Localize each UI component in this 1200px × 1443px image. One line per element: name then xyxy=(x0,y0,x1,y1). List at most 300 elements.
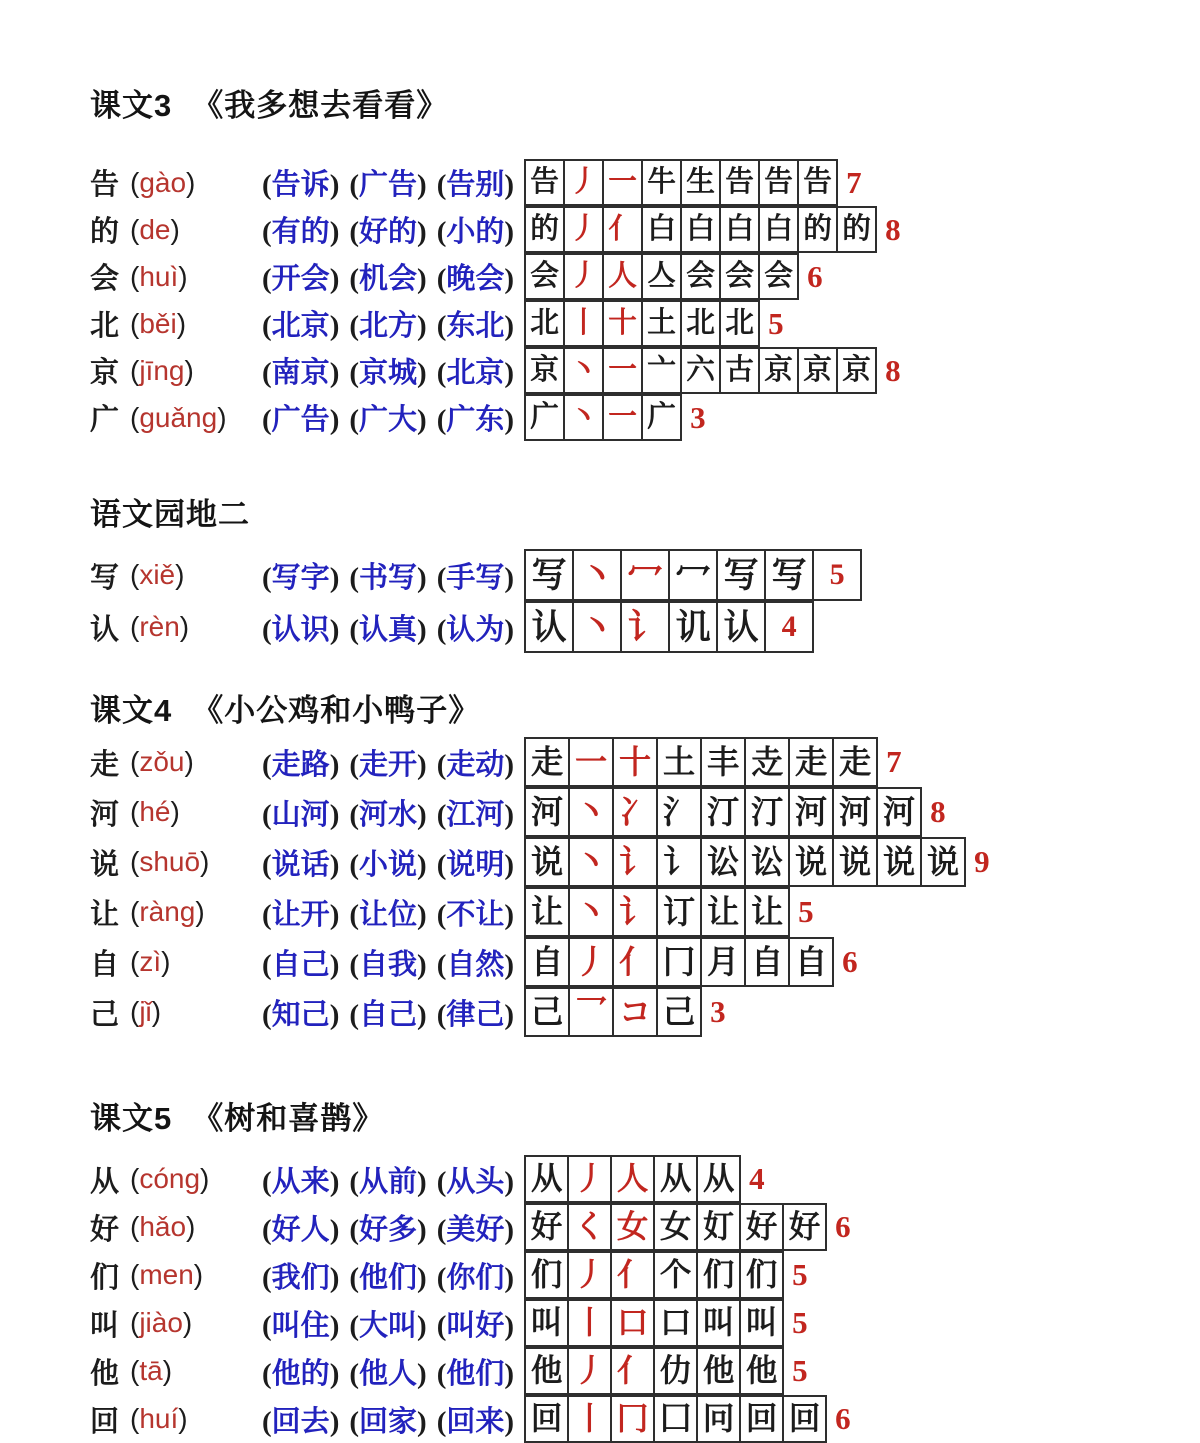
entry-word: (从前) xyxy=(349,1165,427,1198)
entry-word: (走动) xyxy=(436,748,515,781)
entry-character: 己 xyxy=(90,998,120,1031)
entry-pinyin: (huí) xyxy=(130,1403,188,1434)
entry-word: (机会) xyxy=(349,263,427,295)
entry-pinyin-text: tā xyxy=(139,1355,163,1386)
stroke-cell: 女 xyxy=(653,1203,698,1251)
entry-word-text: 书写 xyxy=(359,561,418,594)
stroke-cell: 丿 xyxy=(563,159,604,206)
entry-pinyin: (men) xyxy=(130,1259,204,1290)
stroke-cell: 赱 xyxy=(744,737,790,787)
entry-text xyxy=(90,1395,524,1443)
entry-character: 河 xyxy=(90,798,120,831)
stroke-cell: 口 xyxy=(610,1299,655,1347)
stroke-cell: 六 xyxy=(680,347,721,394)
entry-word-text: 说话 xyxy=(271,848,330,881)
stroke-cell: 丿 xyxy=(568,937,614,987)
entry-pinyin: (tā) xyxy=(130,1355,173,1386)
stroke-cell: 走 xyxy=(832,737,878,787)
entry-row xyxy=(90,837,1200,887)
entry-pinyin: (de) xyxy=(130,213,180,245)
entry-row xyxy=(90,159,1200,206)
entry-word-text: 有的 xyxy=(271,216,330,248)
entry-word: (晚会) xyxy=(436,263,515,295)
entry-word-text: 回家 xyxy=(359,1405,418,1438)
stroke-cell: 叫 xyxy=(696,1299,741,1347)
entry-word: (说话) xyxy=(262,848,340,881)
section-title xyxy=(90,497,1200,533)
entry-word: (手写) xyxy=(436,561,515,594)
stroke-count: 8 xyxy=(930,794,946,829)
stroke-cell: 讠 xyxy=(620,601,670,653)
entry-word: (叫住) xyxy=(262,1309,340,1342)
stroke-cell: 丰 xyxy=(700,737,746,787)
stroke-cell: 丶 xyxy=(572,601,622,653)
stroke-cell: 们 xyxy=(739,1251,784,1299)
entry-word: (自然) xyxy=(436,948,515,981)
stroke-cell: 他 xyxy=(696,1347,741,1395)
entry-row xyxy=(90,206,1200,253)
stroke-cell: 白 xyxy=(680,206,721,253)
entry-pinyin-text: cóng xyxy=(139,1163,201,1194)
entry-pinyin-text: zì xyxy=(139,946,162,977)
entry-word-text: 从来 xyxy=(271,1165,330,1198)
stroke-cell: 氵 xyxy=(656,787,702,837)
stroke-order-table xyxy=(524,887,814,937)
entry-pinyin-text: jīng xyxy=(139,354,185,386)
stroke-cell: 北 xyxy=(719,300,760,347)
stroke-cell: 回 xyxy=(739,1395,784,1443)
entry-word-text: 回来 xyxy=(446,1405,505,1438)
stroke-cell: 白 xyxy=(758,206,799,253)
stroke-order-table xyxy=(524,987,726,1037)
entry-word: (京城) xyxy=(349,357,427,389)
entry-word-text: 大叫 xyxy=(359,1309,418,1342)
stroke-cell-character: 写 xyxy=(524,549,574,601)
stroke-cell: 十 xyxy=(612,737,658,787)
entry-word-text: 写字 xyxy=(271,561,330,594)
entry-pinyin-text: ràng xyxy=(139,896,196,927)
section-rows xyxy=(90,737,1200,1037)
stroke-cell: 讼 xyxy=(700,837,746,887)
entry-pinyin-text: jiào xyxy=(139,1307,183,1338)
entry-word-text: 好多 xyxy=(359,1213,418,1246)
stroke-cell: 丿 xyxy=(563,253,604,300)
stroke-cell: 告 xyxy=(719,159,760,206)
stroke-cell: 讼 xyxy=(744,837,790,887)
entry-word-text: 广大 xyxy=(359,404,418,436)
stroke-cell: 丿 xyxy=(567,1155,612,1203)
stroke-cell-character: 说 xyxy=(524,837,570,887)
entry-word: (认真) xyxy=(349,613,427,646)
stroke-cell: 女 xyxy=(610,1203,655,1251)
stroke-cell: 们 xyxy=(696,1251,741,1299)
entry-word: (回去) xyxy=(262,1405,340,1438)
stroke-cell: 京 xyxy=(836,347,877,394)
entry-word: (北京) xyxy=(436,357,515,389)
entry-word-text: 告诉 xyxy=(271,169,330,201)
entry-character: 广 xyxy=(90,404,120,436)
entry-text xyxy=(90,1155,524,1203)
entry-word-text: 我们 xyxy=(271,1261,330,1294)
entry-word: (从头) xyxy=(436,1165,515,1198)
entry-word-text: 认真 xyxy=(359,613,418,646)
stroke-cell: 说 xyxy=(832,837,878,887)
stroke-cell: 从 xyxy=(696,1155,741,1203)
entry-row xyxy=(90,737,1200,787)
stroke-cell: 人 xyxy=(602,253,643,300)
entry-row xyxy=(90,1155,1200,1203)
stroke-cell-character: 自 xyxy=(524,937,570,987)
entry-word-text: 律己 xyxy=(446,998,505,1031)
stroke-cell: 丿 xyxy=(567,1347,612,1395)
entry-pinyin: (jǐ) xyxy=(130,996,162,1027)
stroke-cell: 牛 xyxy=(641,159,682,206)
entry-word: (好的) xyxy=(349,216,427,248)
stroke-cell-character: 的 xyxy=(524,206,565,253)
entry-text xyxy=(90,206,524,253)
entry-row xyxy=(90,787,1200,837)
stroke-cell-character: 北 xyxy=(524,300,565,347)
entry-word-text: 你们 xyxy=(446,1261,505,1294)
stroke-count: 6 xyxy=(842,944,858,979)
stroke-cell-character: 们 xyxy=(524,1251,569,1299)
stroke-cell: 好 xyxy=(782,1203,827,1251)
entry-word: (有的) xyxy=(262,216,340,248)
entry-word-text: 他人 xyxy=(359,1357,418,1390)
stroke-cell: 自 xyxy=(744,937,790,987)
entry-word-text: 晚会 xyxy=(446,263,505,295)
entry-word: (认为) xyxy=(436,613,515,646)
entry-row xyxy=(90,549,1200,601)
section-title-book: 《小公鸡和小鸭子》 xyxy=(192,693,481,728)
entry-row xyxy=(90,1299,1200,1347)
entry-text xyxy=(90,300,524,347)
stroke-order-table xyxy=(524,1251,808,1299)
stroke-cell: 会 xyxy=(719,253,760,300)
stroke-cell: 回 xyxy=(782,1395,827,1443)
stroke-cell: 丨 xyxy=(563,300,604,347)
stroke-cell: 冂 xyxy=(656,937,702,987)
entry-word: (写字) xyxy=(262,561,340,594)
stroke-count: 5 xyxy=(768,305,784,341)
stroke-cell: 叫 xyxy=(739,1299,784,1347)
stroke-count: 6 xyxy=(835,1401,851,1436)
stroke-cell: 说 xyxy=(920,837,966,887)
entry-pinyin: (hé) xyxy=(130,796,180,827)
stroke-cell: 一 xyxy=(568,737,614,787)
stroke-cell-character: 让 xyxy=(524,887,570,937)
entry-text xyxy=(90,987,524,1037)
stroke-cell: 他 xyxy=(739,1347,784,1395)
entry-word: (小说) xyxy=(349,848,427,881)
stroke-cell: 说 xyxy=(876,837,922,887)
entry-pinyin-text: huì xyxy=(139,260,179,292)
entry-character: 走 xyxy=(90,748,120,781)
stroke-cell: 仂 xyxy=(653,1347,698,1395)
entry-word-text: 北京 xyxy=(446,357,505,389)
stroke-count: 3 xyxy=(710,994,726,1029)
stroke-cell-character: 告 xyxy=(524,159,565,206)
stroke-cell-character: 河 xyxy=(524,787,570,837)
entry-pinyin: (xiě) xyxy=(130,559,185,590)
section-title xyxy=(90,88,1200,124)
stroke-cell: 京 xyxy=(758,347,799,394)
entry-word-text: 小的 xyxy=(446,216,505,248)
entry-word: (北方) xyxy=(349,310,427,342)
entry-row xyxy=(90,987,1200,1037)
stroke-cell: 说 xyxy=(788,837,834,887)
entry-character: 会 xyxy=(90,263,120,295)
stroke-order-table xyxy=(524,394,706,441)
stroke-cell: 汀 xyxy=(744,787,790,837)
entry-pinyin-text: gào xyxy=(139,166,187,198)
entry-word-text: 告别 xyxy=(446,169,505,201)
stroke-order-table xyxy=(524,937,858,987)
stroke-cell: 写 xyxy=(716,549,766,601)
entry-pinyin: (běi) xyxy=(130,307,187,339)
entry-character: 写 xyxy=(90,561,120,594)
stroke-cell: 讠 xyxy=(612,837,658,887)
entry-word: (广大) xyxy=(349,404,427,436)
stroke-order-table xyxy=(524,300,784,347)
entry-text xyxy=(90,347,524,394)
entry-row xyxy=(90,1395,1200,1443)
stroke-cell: 北 xyxy=(680,300,721,347)
stroke-cell-character: 己 xyxy=(524,987,570,1037)
stroke-count: 8 xyxy=(885,211,901,247)
entry-word: (广告) xyxy=(262,404,340,436)
entry-pinyin: (ràng) xyxy=(130,896,205,927)
stroke-cell: 冂 xyxy=(610,1395,655,1443)
stroke-cell: 讠 xyxy=(612,887,658,937)
stroke-count: 4 xyxy=(749,1161,765,1196)
entry-word-text: 认识 xyxy=(271,613,330,646)
entry-word: (开会) xyxy=(262,263,340,295)
entry-character: 告 xyxy=(90,169,120,201)
entry-word: (从来) xyxy=(262,1165,340,1198)
stroke-order-table xyxy=(524,1347,808,1395)
entry-word-text: 自己 xyxy=(271,948,330,981)
entry-text xyxy=(90,737,524,787)
entry-row xyxy=(90,1203,1200,1251)
entry-word-text: 开会 xyxy=(271,263,330,295)
section-title-number: 语文园地二 xyxy=(90,497,250,532)
stroke-cell: 河 xyxy=(876,787,922,837)
entry-row xyxy=(90,300,1200,347)
entry-pinyin: (jiào) xyxy=(130,1307,193,1338)
stroke-count: 4 xyxy=(764,601,814,653)
entry-pinyin: (gào) xyxy=(130,166,196,198)
entry-word-text: 从前 xyxy=(359,1165,418,1198)
entry-pinyin-text: guǎng xyxy=(139,401,218,433)
entry-text xyxy=(90,937,524,987)
section-title-book: 《树和喜鹊》 xyxy=(192,1101,385,1136)
entry-word-text: 机会 xyxy=(359,263,418,295)
entry-pinyin-text: xiě xyxy=(139,559,176,590)
section-rows xyxy=(90,159,1200,441)
stroke-cell: 告 xyxy=(758,159,799,206)
stroke-cell-character: 走 xyxy=(524,737,570,787)
entry-pinyin-text: jǐ xyxy=(139,996,152,1027)
entry-word-text: 广告 xyxy=(359,169,418,201)
entry-word-text: 北方 xyxy=(359,310,418,342)
entry-pinyin: (guǎng) xyxy=(130,401,227,433)
entry-word: (告别) xyxy=(436,169,515,201)
entry-word: (好人) xyxy=(262,1213,340,1246)
entry-word: (大叫) xyxy=(349,1309,427,1342)
entry-word: (书写) xyxy=(349,561,427,594)
entry-text xyxy=(90,601,524,653)
stroke-order-table xyxy=(524,159,862,206)
entry-word-text: 东北 xyxy=(446,310,505,342)
entry-text xyxy=(90,887,524,937)
stroke-cell: 会 xyxy=(758,253,799,300)
stroke-cell: 古 xyxy=(719,347,760,394)
entry-word: (北京) xyxy=(262,310,340,342)
entry-word: (回来) xyxy=(436,1405,515,1438)
stroke-cell: 的 xyxy=(836,206,877,253)
stroke-cell: 丶 xyxy=(563,347,604,394)
stroke-order-table xyxy=(524,1155,765,1203)
stroke-order-table xyxy=(524,347,901,394)
entry-word: (走开) xyxy=(349,748,427,781)
stroke-cell: 亠 xyxy=(641,347,682,394)
stroke-cell: 河 xyxy=(788,787,834,837)
entry-word-text: 叫住 xyxy=(271,1309,330,1342)
stroke-cell: 囗 xyxy=(653,1395,698,1443)
stroke-cell: 丶 xyxy=(568,787,614,837)
entry-word-text: 认为 xyxy=(446,613,505,646)
entry-character: 从 xyxy=(90,1165,120,1198)
entry-pinyin: (rèn) xyxy=(130,611,190,642)
section-rows xyxy=(90,1155,1200,1443)
entry-word: (广告) xyxy=(349,169,427,201)
stroke-count: 8 xyxy=(885,352,901,388)
section-title-number: 课文3 xyxy=(90,88,173,123)
stroke-cell: 己 xyxy=(656,987,702,1037)
entry-word-text: 好的 xyxy=(359,216,418,248)
entry-pinyin-text: men xyxy=(139,1259,194,1290)
entry-text xyxy=(90,1299,524,1347)
entry-word-text: 小说 xyxy=(359,848,418,881)
entry-word: (他的) xyxy=(262,1357,340,1390)
stroke-cell: 丿 xyxy=(563,206,604,253)
entry-word-text: 回去 xyxy=(271,1405,330,1438)
stroke-cell-character: 好 xyxy=(524,1203,569,1251)
entry-word: (走路) xyxy=(262,748,340,781)
entry-pinyin: (cóng) xyxy=(130,1163,210,1194)
entry-word: (回家) xyxy=(349,1405,427,1438)
entry-word: (南京) xyxy=(262,357,340,389)
entry-word: (不让) xyxy=(436,898,515,931)
entry-pinyin: (hǎo) xyxy=(130,1211,196,1242)
stroke-count: 5 xyxy=(798,894,814,929)
stroke-cell: 亻 xyxy=(602,206,643,253)
entry-word: (让位) xyxy=(349,898,427,931)
section-title-book: 《我多想去看看》 xyxy=(192,88,449,123)
stroke-cell: 丿 xyxy=(567,1251,612,1299)
entry-pinyin: (huì) xyxy=(130,260,188,292)
entry-word-text: 好人 xyxy=(271,1213,330,1246)
stroke-order-table xyxy=(524,549,862,601)
stroke-cell: 汀 xyxy=(700,787,746,837)
entry-word-text: 他们 xyxy=(359,1261,418,1294)
entry-text xyxy=(90,837,524,887)
stroke-cell-character: 广 xyxy=(524,394,565,441)
entry-character: 的 xyxy=(90,216,120,248)
entry-word-text: 自我 xyxy=(359,948,418,981)
entry-pinyin-text: huí xyxy=(139,1403,179,1434)
stroke-cell: 走 xyxy=(788,737,834,787)
stroke-cell: 会 xyxy=(680,253,721,300)
stroke-cell: 丨 xyxy=(567,1395,612,1443)
stroke-order-table xyxy=(524,1299,808,1347)
stroke-cell: 让 xyxy=(700,887,746,937)
stroke-cell: 生 xyxy=(680,159,721,206)
entry-word: (广东) xyxy=(436,404,515,436)
entry-text xyxy=(90,253,524,300)
stroke-cell: 好 xyxy=(739,1203,784,1251)
stroke-cell: 讠 xyxy=(656,837,702,887)
stroke-cell-character: 他 xyxy=(524,1347,569,1395)
stroke-cell: 十 xyxy=(602,300,643,347)
entry-word-text: 他的 xyxy=(271,1357,330,1390)
entry-word: (我们) xyxy=(262,1261,340,1294)
entry-word: (小的) xyxy=(436,216,515,248)
entry-row xyxy=(90,601,1200,653)
entry-word-text: 广东 xyxy=(446,404,505,436)
entry-word: (认识) xyxy=(262,613,340,646)
entry-character: 回 xyxy=(90,1405,120,1438)
entry-pinyin: (jīng) xyxy=(130,354,194,386)
section-lesson3 xyxy=(90,88,1200,441)
entry-character: 京 xyxy=(90,357,120,389)
entry-word-text: 知己 xyxy=(271,998,330,1031)
entry-character: 们 xyxy=(90,1261,120,1294)
entry-text xyxy=(90,1251,524,1299)
entry-word-text: 南京 xyxy=(271,357,330,389)
entry-word: (好多) xyxy=(349,1213,427,1246)
stroke-cell: 讥 xyxy=(668,601,718,653)
section-title xyxy=(90,1101,1200,1137)
entry-word: (他们) xyxy=(349,1261,427,1294)
stroke-cell: 写 xyxy=(764,549,814,601)
stroke-count: 7 xyxy=(846,164,862,200)
stroke-cell: 土 xyxy=(641,300,682,347)
stroke-cell: 丶 xyxy=(563,394,604,441)
stroke-order-table xyxy=(524,601,814,653)
stroke-cell: 广 xyxy=(641,394,682,441)
section-title xyxy=(90,693,1200,729)
entry-word-text: 手写 xyxy=(446,561,505,594)
stroke-cell: 奵 xyxy=(696,1203,741,1251)
stroke-cell: 亻 xyxy=(610,1251,655,1299)
stroke-cell: 口 xyxy=(653,1299,698,1347)
entry-pinyin-text: zǒu xyxy=(139,746,185,777)
entry-pinyin-text: rèn xyxy=(139,611,180,642)
stroke-cell: 订 xyxy=(656,887,702,937)
entry-word: (让开) xyxy=(262,898,340,931)
stroke-cell: 丨 xyxy=(567,1299,612,1347)
entry-text xyxy=(90,787,524,837)
stroke-cell-character: 认 xyxy=(524,601,574,653)
entry-text xyxy=(90,1347,524,1395)
entry-character: 叫 xyxy=(90,1309,120,1342)
stroke-cell: 个 xyxy=(653,1251,698,1299)
stroke-cell-character: 回 xyxy=(524,1395,569,1443)
entry-pinyin-text: shuō xyxy=(139,846,201,877)
stroke-count: 5 xyxy=(792,1353,808,1388)
